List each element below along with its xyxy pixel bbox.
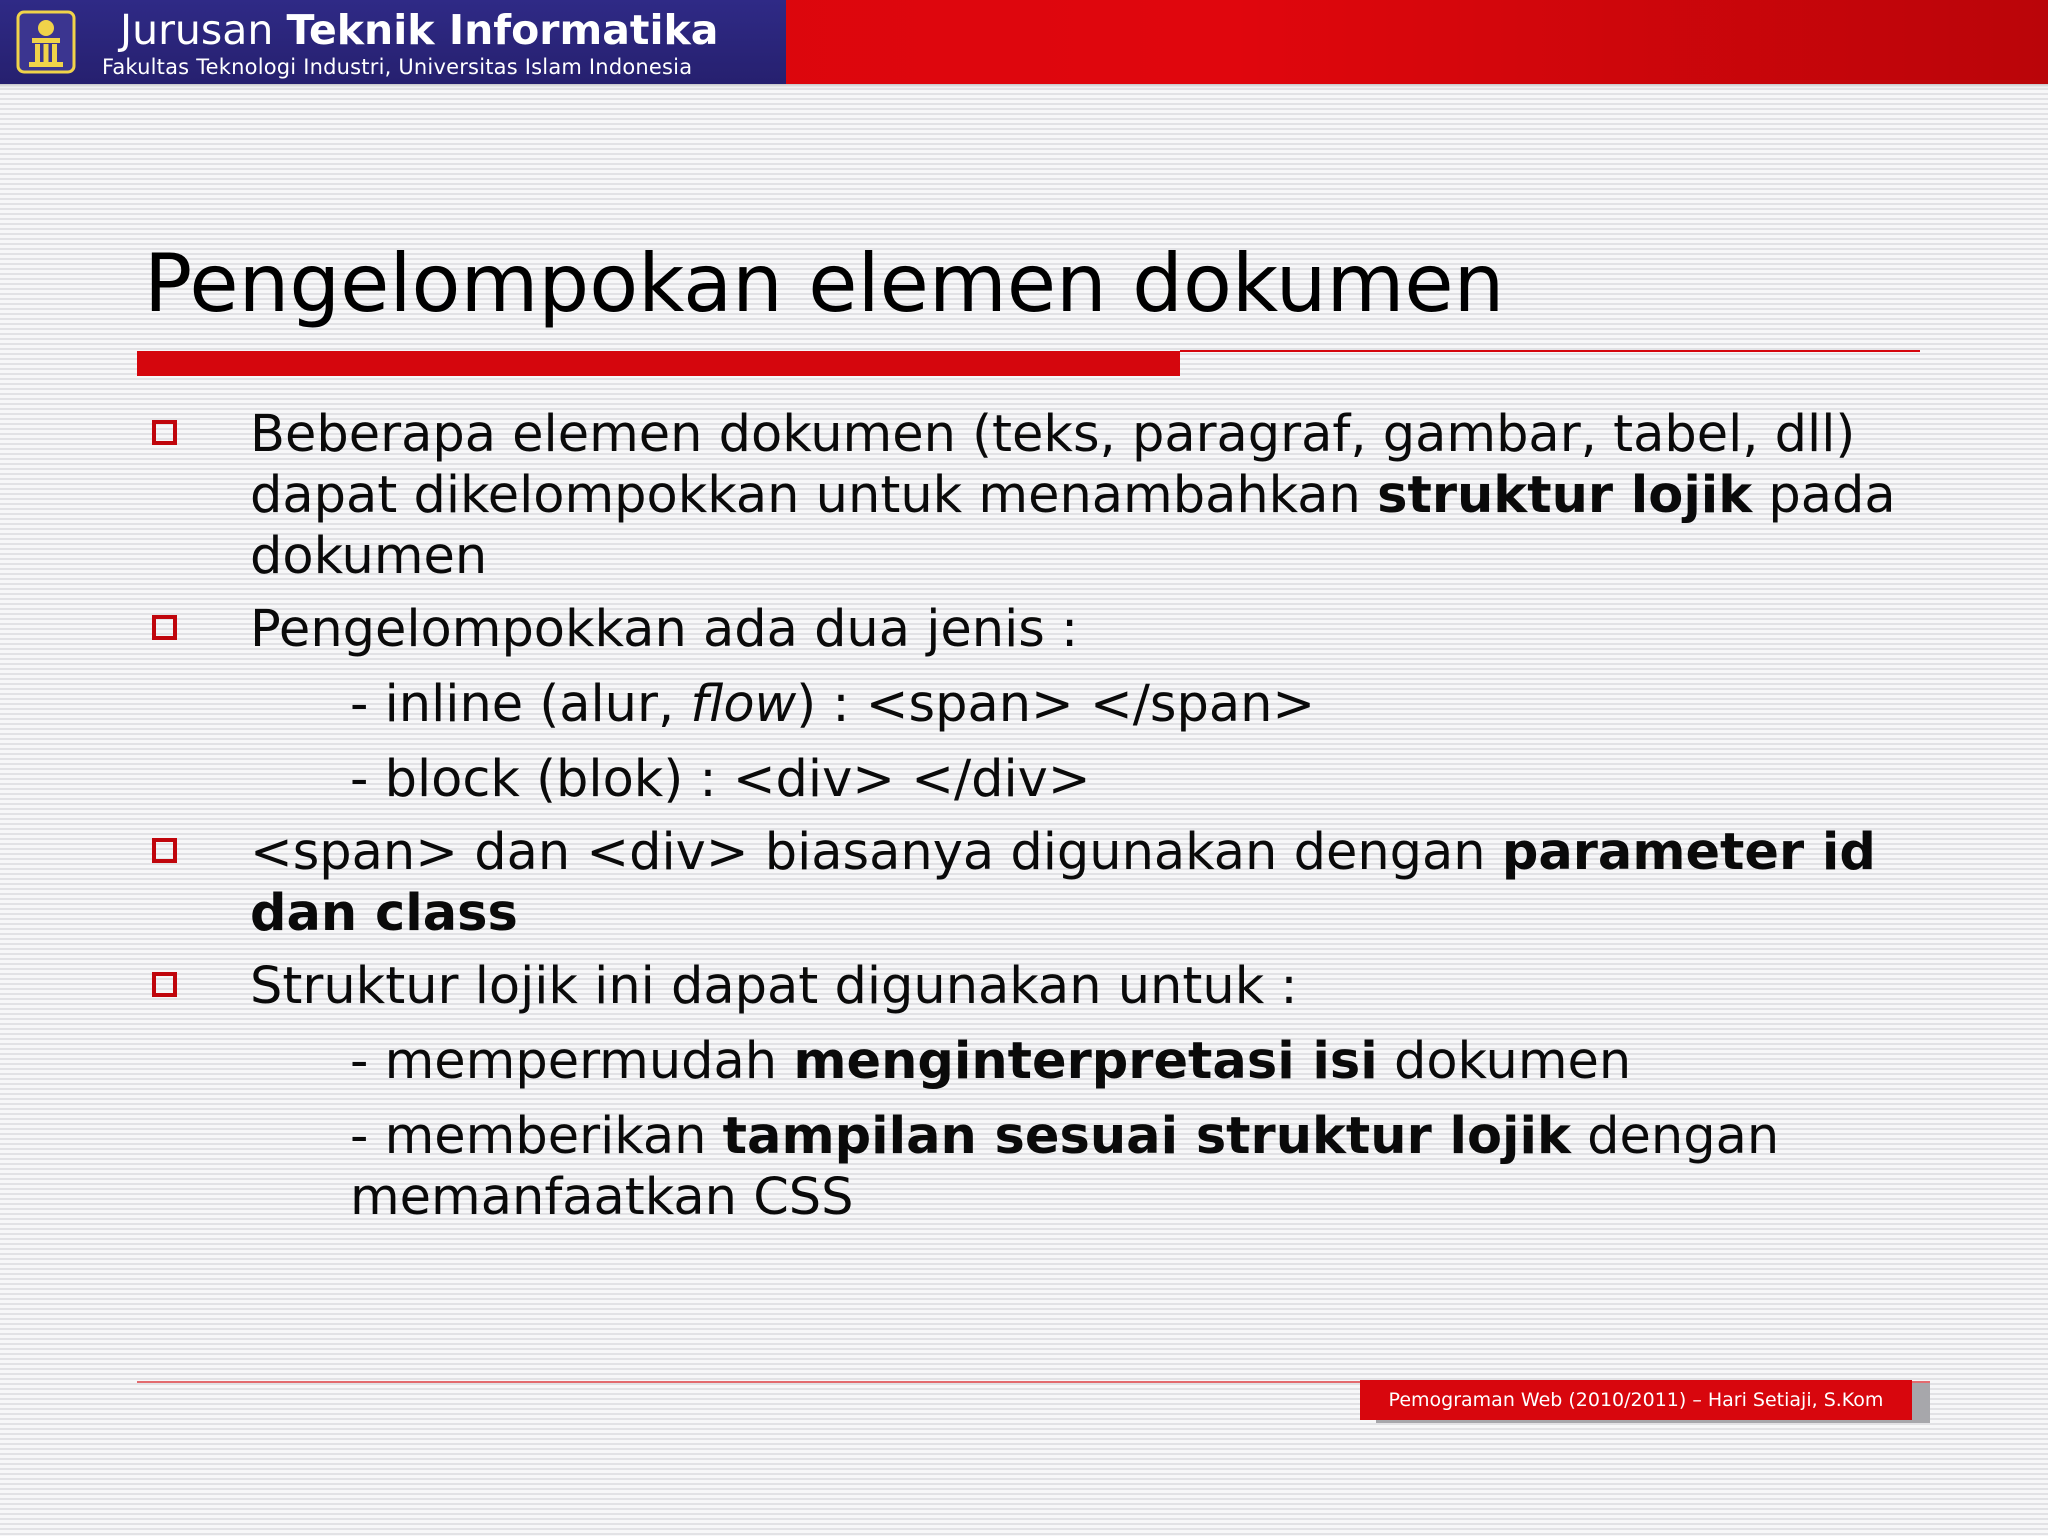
sub-item	[144, 1031, 1944, 1092]
sub-item	[144, 749, 1944, 810]
brand-title-prefix: Jurusan	[120, 6, 274, 54]
sub-item	[144, 674, 1944, 735]
bullet-item	[144, 822, 1944, 944]
brand-title-strong: Teknik Informatika	[286, 6, 719, 54]
bullet-text: Beberapa elemen dokumen (teks, paragraf, gambar, tabel, dll) dapat dikelompokkan untuk menambahkan	[250, 405, 1856, 525]
bullet-text: Pengelompokkan ada dua jenis :	[250, 600, 1079, 659]
bullet-text: Struktur lojik ini dapat digunakan untuk :	[250, 957, 1298, 1016]
university-emblem-icon	[16, 10, 76, 74]
sub-text: - mempermudah	[350, 1032, 794, 1091]
slide-content	[144, 404, 1944, 1228]
bullet-bold-text: struktur lojik	[1377, 466, 1753, 525]
sub-text: - memberikan	[350, 1107, 723, 1166]
slide-title: Pengelompokan elemen dokumen	[144, 237, 1505, 330]
sub-text: - inline (alur,	[350, 675, 691, 734]
sub-text: dokumen	[1377, 1032, 1632, 1091]
bullet-text: pada dokumen	[250, 466, 1896, 586]
title-underline-thin	[1180, 350, 1920, 352]
sub-item	[144, 1106, 1944, 1228]
bullet-item	[144, 404, 1944, 587]
sub-text: - block (blok) : <div> </div>	[350, 750, 1091, 809]
header-brand-panel	[0, 0, 786, 84]
header-banner	[0, 0, 2048, 84]
sub-text: ) : <span> </span>	[796, 675, 1316, 734]
sub-italic-text: flow	[690, 675, 797, 734]
sub-bold-text: menginterpretasi isi	[793, 1032, 1378, 1091]
bullet-item	[144, 956, 1944, 1017]
footer-badge: Pemograman Web (2010/2011) – Hari Setiaji, S.Kom	[1360, 1380, 1912, 1420]
sub-text: dengan memanfaatkan CSS	[350, 1107, 1780, 1227]
sub-bold-text: tampilan sesuai struktur lojik	[722, 1107, 1571, 1166]
bullet-bold-text: parameter id dan class	[250, 823, 1876, 943]
bullet-item	[144, 599, 1944, 660]
brand-subtitle: Fakultas Teknologi Industri, Universitas Islam Indonesia	[102, 55, 693, 79]
brand-title	[120, 6, 718, 54]
title-underline-thick	[137, 351, 1180, 376]
header-shadow	[0, 84, 2048, 88]
bullet-text: <span> dan <div> biasanya digunakan dengan	[250, 823, 1502, 882]
